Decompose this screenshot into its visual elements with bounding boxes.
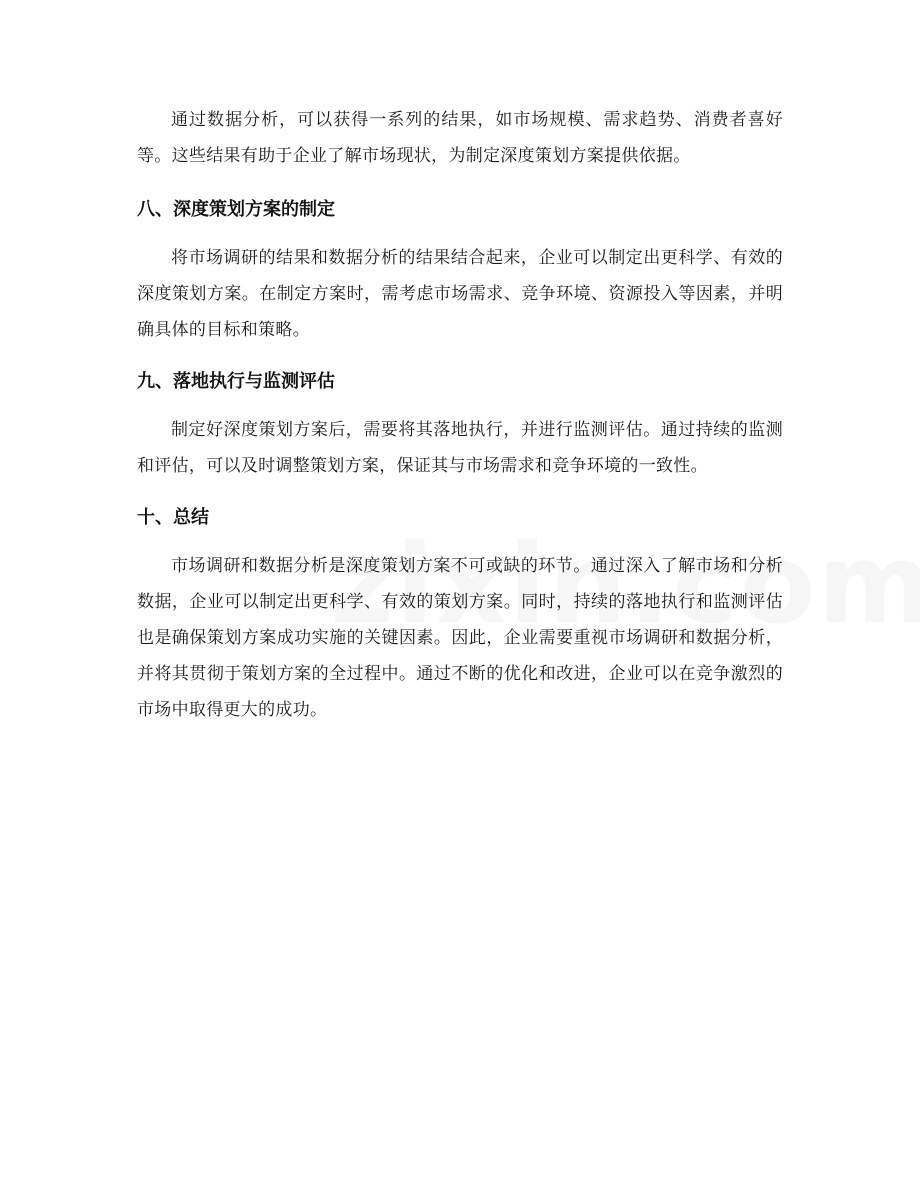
section-8-paragraph: 将市场调研的结果和数据分析的结果结合起来，企业可以制定出更科学、有效的深度策划方案。在制定方案时，需考虑市场需求、竞争环境、资源投入等因素，并明确具体的目标和策略。 (137, 248, 783, 340)
section-10-paragraph: 市场调研和数据分析是深度策划方案不可或缺的环节。通过深入了解市场和分析数据，企业可以制定出更科学、有效的策划方案。同时，持续的落地执行和监测评估也是确保策划方案成功实施的关键因素。因此，企业需要重视市场调研和数据分析，并将其贯彻于策划方案的全过程中。通过不断的优化和改进，企业可以在竞争激烈的市场中取得更大的成功。 (137, 556, 783, 720)
section-10-heading: 十、总结 (137, 507, 209, 528)
section-9-paragraph: 制定好深度策划方案后，需要将其落地执行，并进行监测评估。通过持续的监测和评估，可以及时调整策划方案，保证其与市场需求和竞争环境的一致性。 (137, 420, 783, 476)
document-body (137, 100, 783, 728)
intro-paragraph: 通过数据分析，可以获得一系列的结果，如市场规模、需求趋势、消费者喜好等。这些结果有助于企业了解市场现状，为制定深度策划方案提供依据。 (137, 110, 783, 166)
section-9-heading: 九、落地执行与监测评估 (137, 371, 335, 392)
section-8-heading: 八、深度策划方案的制定 (137, 199, 335, 220)
